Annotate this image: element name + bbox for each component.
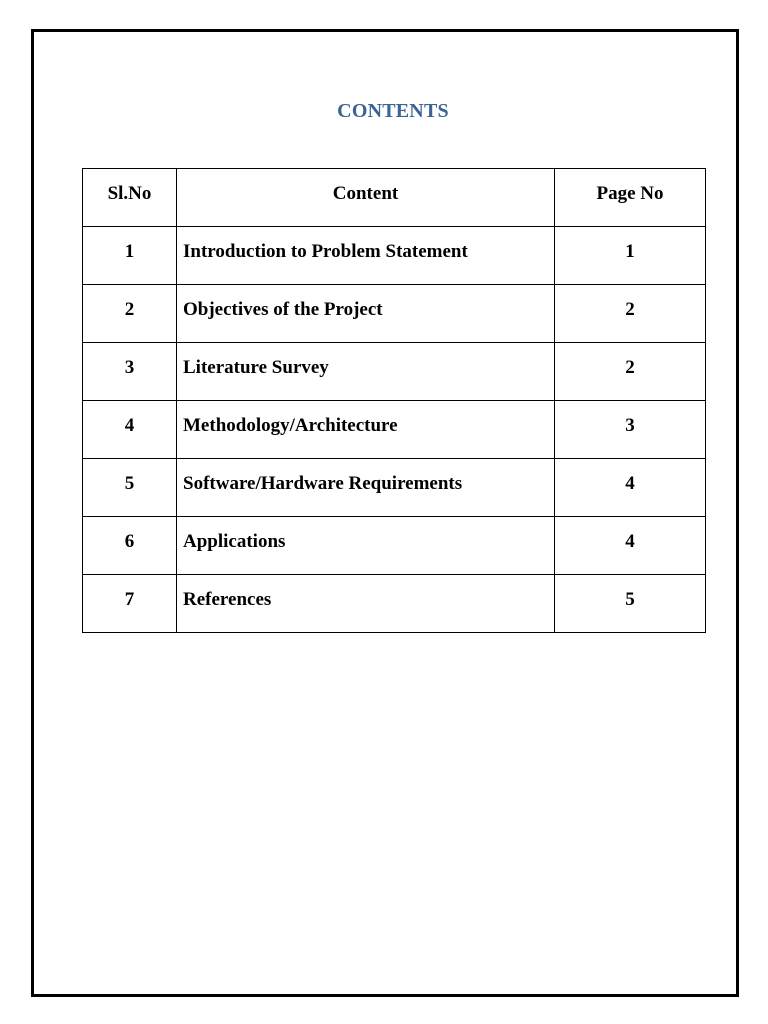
row-page: 3 [555, 401, 706, 459]
table-row [83, 343, 706, 401]
row-content: Methodology/Architecture [177, 401, 555, 459]
table-row [83, 285, 706, 343]
table-header-row [83, 169, 706, 227]
header-page-no: Page No [555, 169, 706, 227]
page-title: CONTENTS [337, 100, 449, 122]
row-number: 7 [83, 575, 177, 633]
row-number: 4 [83, 401, 177, 459]
table-row [83, 227, 706, 285]
row-number: 6 [83, 517, 177, 575]
row-content: Software/Hardware Requirements [177, 459, 555, 517]
header-sl-no: Sl.No [83, 169, 177, 227]
row-content: Objectives of the Project [177, 285, 555, 343]
row-number: 2 [83, 285, 177, 343]
row-page: 2 [555, 285, 706, 343]
row-page: 4 [555, 517, 706, 575]
row-page: 2 [555, 343, 706, 401]
row-number: 5 [83, 459, 177, 517]
row-page: 4 [555, 459, 706, 517]
row-number: 1 [83, 227, 177, 285]
contents-table [82, 168, 706, 633]
row-content: References [177, 575, 555, 633]
row-content: Literature Survey [177, 343, 555, 401]
row-page: 5 [555, 575, 706, 633]
header-content: Content [177, 169, 555, 227]
table-row [83, 517, 706, 575]
table-row [83, 401, 706, 459]
row-content: Applications [177, 517, 555, 575]
row-content: Introduction to Problem Statement [177, 227, 555, 285]
row-number: 3 [83, 343, 177, 401]
row-page: 1 [555, 227, 706, 285]
table-row [83, 459, 706, 517]
table-row [83, 575, 706, 633]
